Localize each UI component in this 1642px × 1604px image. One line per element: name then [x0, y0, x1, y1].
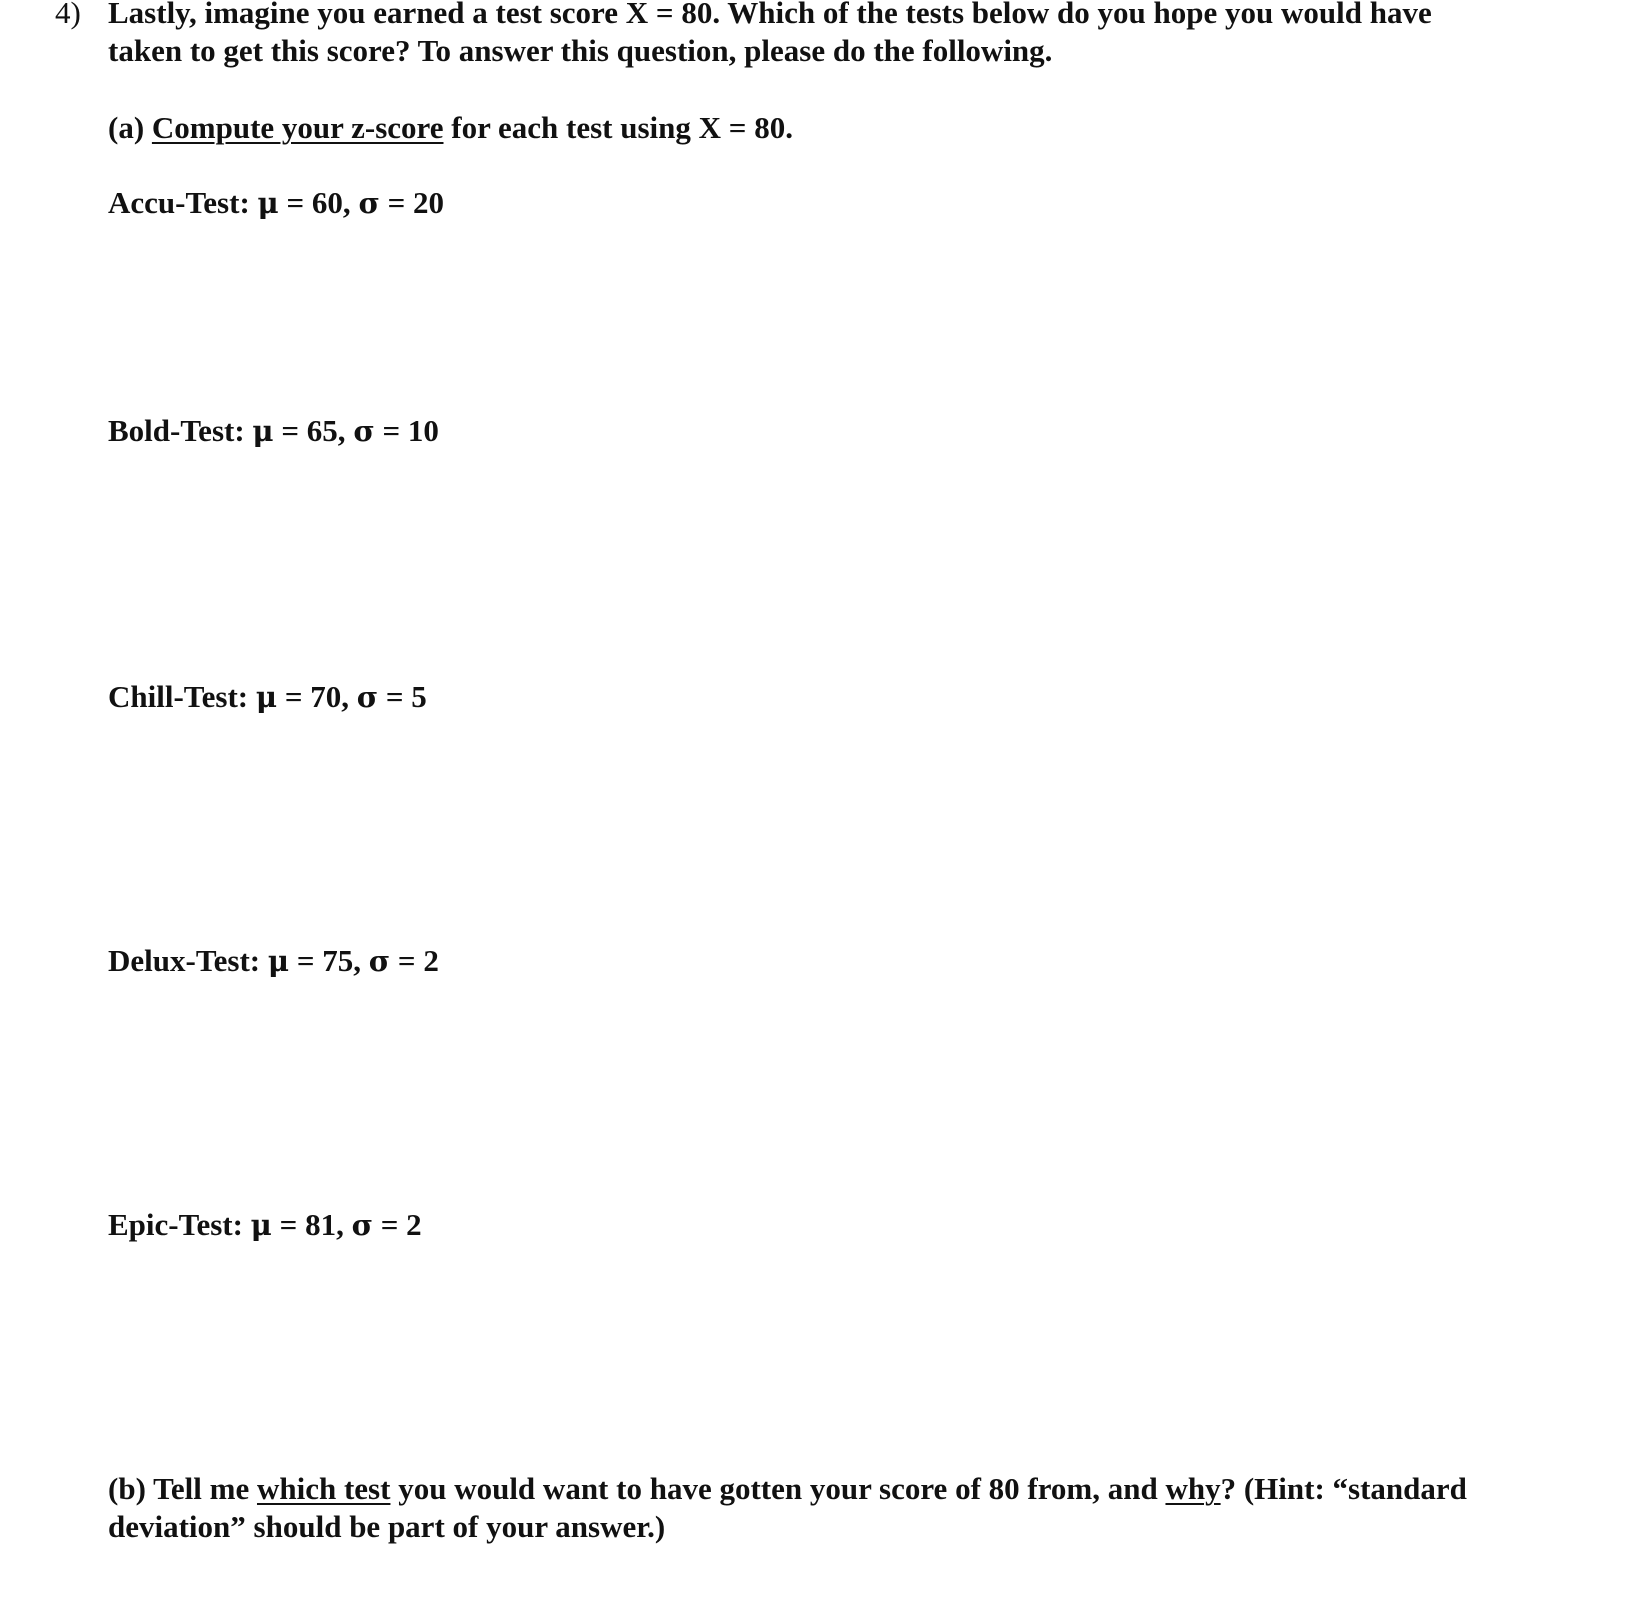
test-name: Chill-Test: [108, 679, 249, 714]
sigma-symbol: σ [358, 186, 380, 220]
mu-symbol: μ [250, 1208, 272, 1242]
mu-symbol: μ [267, 944, 290, 978]
mu-value: = 75, [289, 943, 369, 978]
mu-value: = 81, [271, 1207, 352, 1242]
test-epic [108, 1206, 422, 1244]
part-b-underlined-2: why [1165, 1471, 1221, 1506]
sigma-symbol: σ [353, 414, 375, 448]
mu-symbol: μ [255, 680, 278, 714]
question-prompt [108, 0, 1588, 70]
question-line-2: taken to get this score? To answer this question, please do the following. [108, 33, 1053, 68]
sigma-value: = 10 [374, 413, 439, 448]
mu-value: = 60, [278, 185, 359, 220]
part-a-suffix: for each test using X = 80. [443, 110, 793, 145]
question-number: 4) [55, 0, 81, 30]
test-bold [108, 412, 439, 450]
sigma-value: = 2 [390, 943, 439, 978]
part-b-instruction [108, 1470, 1467, 1546]
part-a-underlined: Compute your z-score [151, 110, 444, 145]
mu-symbol: μ [252, 414, 274, 448]
part-b-text-3: ? (Hint: “standard [1220, 1471, 1467, 1506]
sigma-symbol: σ [351, 1208, 373, 1242]
sigma-value: = 20 [379, 185, 444, 220]
sigma-value: = 2 [372, 1207, 422, 1242]
mu-value: = 70, [277, 679, 357, 714]
test-name: Epic-Test: [108, 1207, 243, 1242]
question-line-1: Lastly, imagine you earned a test score X = 80. Which of the tests below do you hope you would have [108, 0, 1432, 30]
sigma-symbol: σ [356, 680, 379, 714]
mu-value: = 65, [273, 413, 354, 448]
test-name: Bold-Test: [108, 413, 245, 448]
part-b-line-2: deviation” should be part of your answer.) [108, 1509, 666, 1544]
part-a-prefix: (a) [108, 110, 152, 145]
part-b-text-1: (b) Tell me [108, 1471, 257, 1506]
part-a-instruction [108, 109, 793, 147]
test-name: Delux-Test: [108, 943, 261, 978]
test-delux [108, 942, 439, 980]
mu-symbol: μ [257, 186, 279, 220]
sigma-symbol: σ [368, 944, 391, 978]
test-chill [108, 678, 427, 716]
test-name: Accu-Test: [108, 185, 250, 220]
part-b-line-1 [108, 1470, 1467, 1508]
part-b-text-2: you would want to have gotten your score of 80 from, and [390, 1471, 1166, 1506]
part-b-underlined-1: which test [256, 1471, 391, 1506]
test-accu [108, 184, 444, 222]
sigma-value: = 5 [378, 679, 427, 714]
